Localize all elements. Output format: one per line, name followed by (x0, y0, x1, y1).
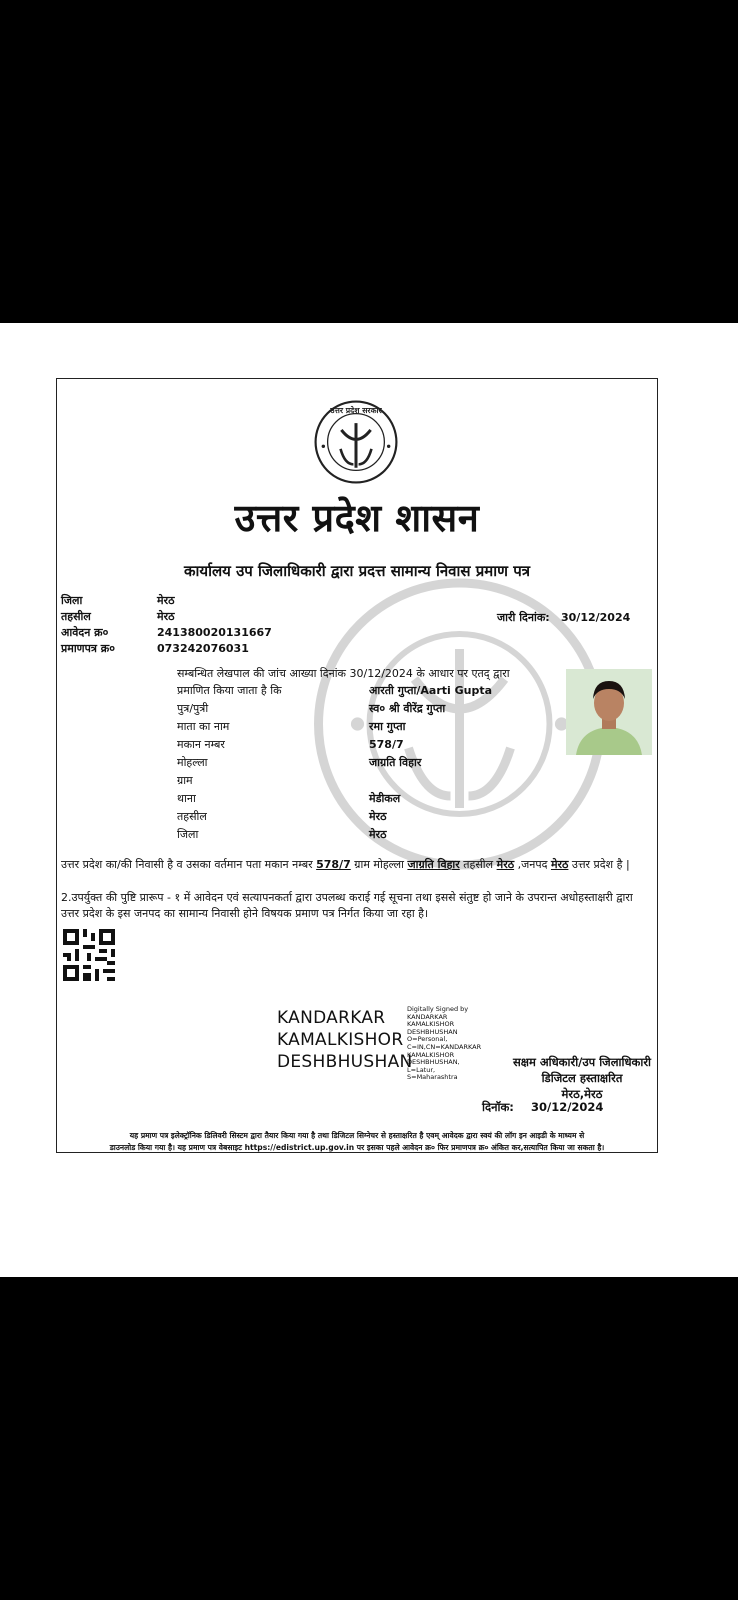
authority-line-2: डिजिटल हस्ताक्षरित (541, 1071, 623, 1085)
authority-line-3: मेरठ,मेरठ (561, 1087, 603, 1101)
signatory-name-line-1: KANDARKAR (277, 1008, 386, 1028)
person-district-label: जिला (177, 828, 199, 841)
mohalla-value: जाग्रति विहार (369, 756, 422, 769)
para1-text-5: उत्तर प्रदेश है | (568, 858, 630, 871)
signatory-name-line-2: KAMALKISHOR (277, 1030, 404, 1050)
qr-code-icon (63, 929, 115, 981)
sig-detail-line: S=Maharashtra (407, 1073, 458, 1082)
person-district-value: मेरठ (369, 828, 387, 841)
house-label: मकान नम्बर (177, 738, 225, 751)
meta-tehsil-value: मेरठ (157, 610, 175, 623)
issue-date-value: 30/12/2024 (561, 611, 631, 624)
up-government-emblem-icon (313, 399, 399, 485)
sig-detail-line: DESHBHUSHAN (407, 1027, 458, 1036)
certificate-subtitle: कार्यालय उप जिलाधिकारी द्वारा प्रदत्त सामान्य निवास प्रमाण पत्र (184, 562, 530, 580)
mother-value: रमा गुप्ता (369, 720, 406, 733)
certificate-footer-note (61, 1130, 653, 1154)
village-label: ग्राम (177, 774, 193, 787)
sign-date-label: दिनॉक: (482, 1100, 514, 1114)
person-name: आरती गुप्ता/Aarti Gupta (369, 684, 493, 697)
meta-application-label: आवेदन क्र० (61, 626, 109, 639)
mother-label: माता का नाम (177, 720, 230, 733)
police-station-value: मेडीकल (369, 792, 401, 805)
signatory-name (277, 1007, 413, 1073)
meta-district-label: जिला (61, 594, 83, 607)
residence-paragraph (61, 857, 647, 873)
meta-application-value: 241380020131667 (157, 626, 272, 639)
digital-signature-details (407, 1006, 497, 1082)
meta-certificate-value: 073242076031 (157, 642, 249, 655)
intro-line-1: सम्बन्धित लेखपाल की जांच आख्या दिनांक 30/12/2024 के आधार पर एतद् द्वारा (177, 667, 510, 680)
sig-detail-line: KAMALKISHOR (407, 1020, 455, 1029)
para1-text-1: उत्तर प्रदेश का/की निवासी है व उसका वर्तमान पता मकान नम्बर (61, 858, 317, 871)
sig-detail-line: KAMALKISHOR (407, 1050, 455, 1059)
sig-detail-line: Digitally Signed by (407, 1005, 469, 1013)
sig-detail-line: KANDARKAR (407, 1012, 448, 1021)
sig-detail-line: DESHBHUSHAN, (407, 1058, 460, 1067)
intro-line-2: प्रमाणित किया जाता है कि (177, 684, 282, 697)
para1-district: मेरठ (550, 858, 569, 871)
mohalla-label: मोहल्ला (177, 756, 208, 769)
person-tehsil-value: मेरठ (369, 810, 387, 823)
para1-text-2: ग्राम मोहल्ला (350, 858, 408, 871)
verification-paragraph: 2.उपर्युक्त की पुष्टि प्रारूप - १ में आवेदन एवं सत्यापनकर्ता द्वारा उपलब्ध कराई गई सूचना तथा इससे संतुष्ट हो जाने के उपरान्त अधोहस्ताक्षरी द्वारा उत्तर प्रदेश के इस जनपद का सामान्य निवासी होने विषयक प्रमाण पत्र निर्गत किया जा रहा है। (61, 891, 633, 920)
footer-line-2: डाउनलोड किया गया है। यह प्रमाण पत्र वेबसाइट https://edistrict.up.gov.in पर इसका पहले आवेदन क्र० फिर प्रमाणपत्र क्र० अंकित कर,सत्यापित किया जा सकता है। (109, 1143, 605, 1152)
certificate-border (56, 378, 658, 1153)
meta-tehsil-label: तहसील (61, 610, 91, 623)
intro-text (177, 665, 617, 682)
issuing-authority (507, 1054, 657, 1102)
sign-date-value: 30/12/2024 (531, 1100, 604, 1114)
applicant-photo (566, 669, 652, 755)
meta-district-value: मेरठ (157, 594, 175, 607)
sig-detail-line: L=Latur, (407, 1065, 436, 1074)
para1-house: 578/7 (316, 858, 351, 871)
footer-line-1: यह प्रमाण पत्र इलेक्ट्रॉनिक डिलिवरी सिस्टम द्वारा तैयार किया गया है तथा डिजिटल सिग्नेचर से हस्ताक्षरित है एवम् आवेदक द्वारा स्वयं की लॉग इन आइडी के माध्यम से (129, 1131, 585, 1140)
issue-date-label: जारी दिनांक: (497, 611, 550, 624)
para1-tehsil: मेरठ (496, 858, 515, 871)
authority-line-1: सक्षम अधिकारी/उप जिलाधिकारी (512, 1055, 652, 1069)
sig-detail-line: O=Personal, (407, 1035, 448, 1044)
relation-label: पुत्र/पुत्री (177, 702, 209, 715)
government-title: उत्तर प्रदेश शासन (234, 496, 480, 540)
house-value: 578/7 (369, 738, 404, 751)
para1-mohalla: जाग्रति विहार (407, 858, 460, 871)
para1-text-3: तहसील (459, 858, 497, 871)
signatory-name-line-3: DESHBHUSHAN (277, 1052, 413, 1072)
meta-certificate-label: प्रमाणपत्र क्र० (61, 642, 115, 655)
certificate-page (0, 323, 738, 1277)
relation-value: स्व० श्री वीरेंद्र गुप्ता (369, 702, 446, 715)
sig-detail-line: C=IN,CN=KANDARKAR (407, 1042, 482, 1051)
svg-text:उत्तर प्रदेश सरकार: उत्तर प्रदेश सरकार (330, 405, 382, 415)
para1-text-4: ,जनपद (514, 858, 551, 871)
person-tehsil-label: तहसील (177, 810, 207, 823)
police-station-label: थाना (177, 792, 196, 805)
